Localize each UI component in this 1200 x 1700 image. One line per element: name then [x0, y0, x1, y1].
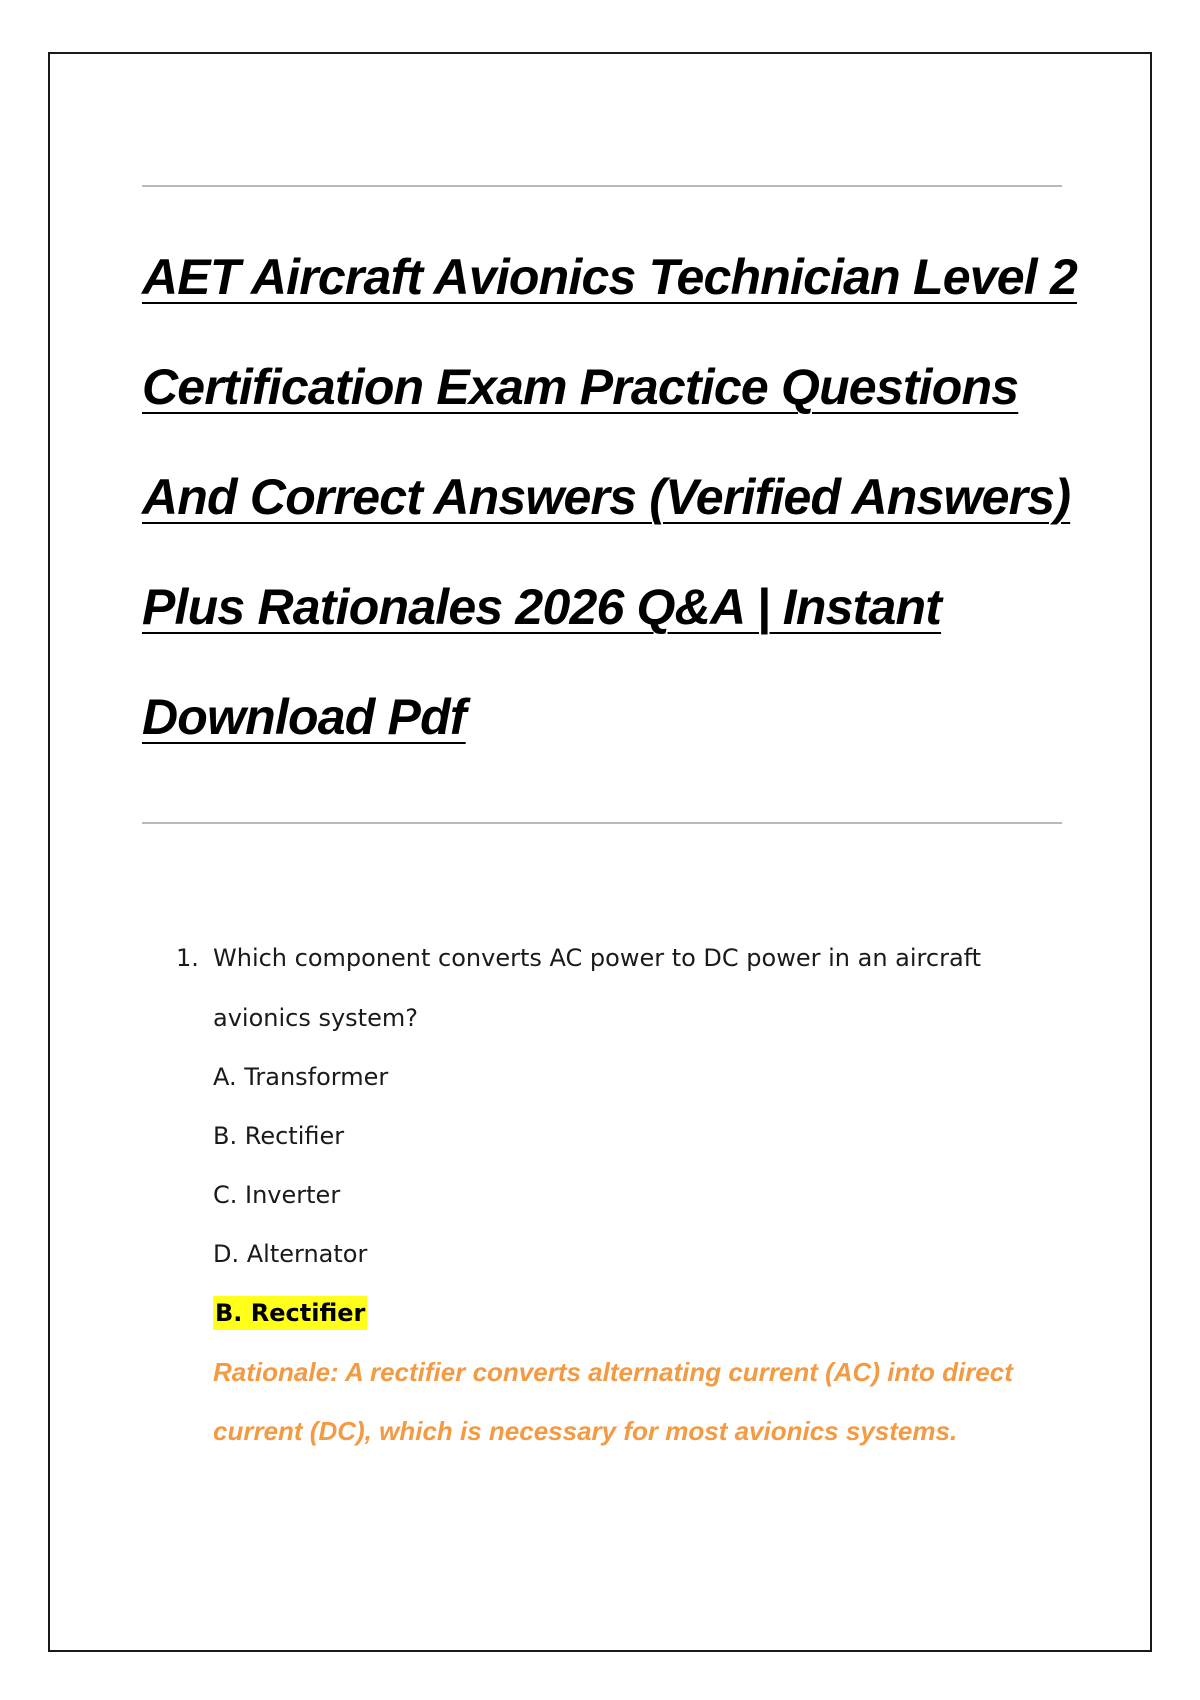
title-line-3: And Correct Answers (Verified Answers) [142, 469, 1071, 525]
option-a: A. Transformer [213, 1063, 389, 1091]
document-title [142, 222, 1077, 772]
title-line-4: Plus Rationales 2026 Q&A | Instant [142, 579, 942, 635]
title-line-5: Download Pdf [142, 689, 466, 745]
option-c: C. Inverter [213, 1181, 341, 1209]
option-b: B. Rectifier [213, 1122, 345, 1150]
question-stem: Which component converts AC power to DC power in an aircraft avionics system? [213, 944, 982, 1032]
title-line-1: AET Aircraft Avionics Technician Level 2 [142, 249, 1077, 305]
question-number: 1. [176, 944, 199, 972]
answer-row [213, 1284, 1053, 1343]
title-line-2: Certification Exam Practice Questions [142, 359, 1019, 415]
rationale-text: Rationale: A rectifier converts alternating current (AC) into direct current (DC), which is necessary for most avionics systems. [213, 1357, 1013, 1446]
bottom-divider [142, 822, 1062, 824]
top-divider [142, 185, 1062, 187]
option-d: D. Alternator [213, 1240, 368, 1268]
correct-answer: B. Rectifier [213, 1296, 367, 1330]
question-body [213, 928, 1053, 1461]
